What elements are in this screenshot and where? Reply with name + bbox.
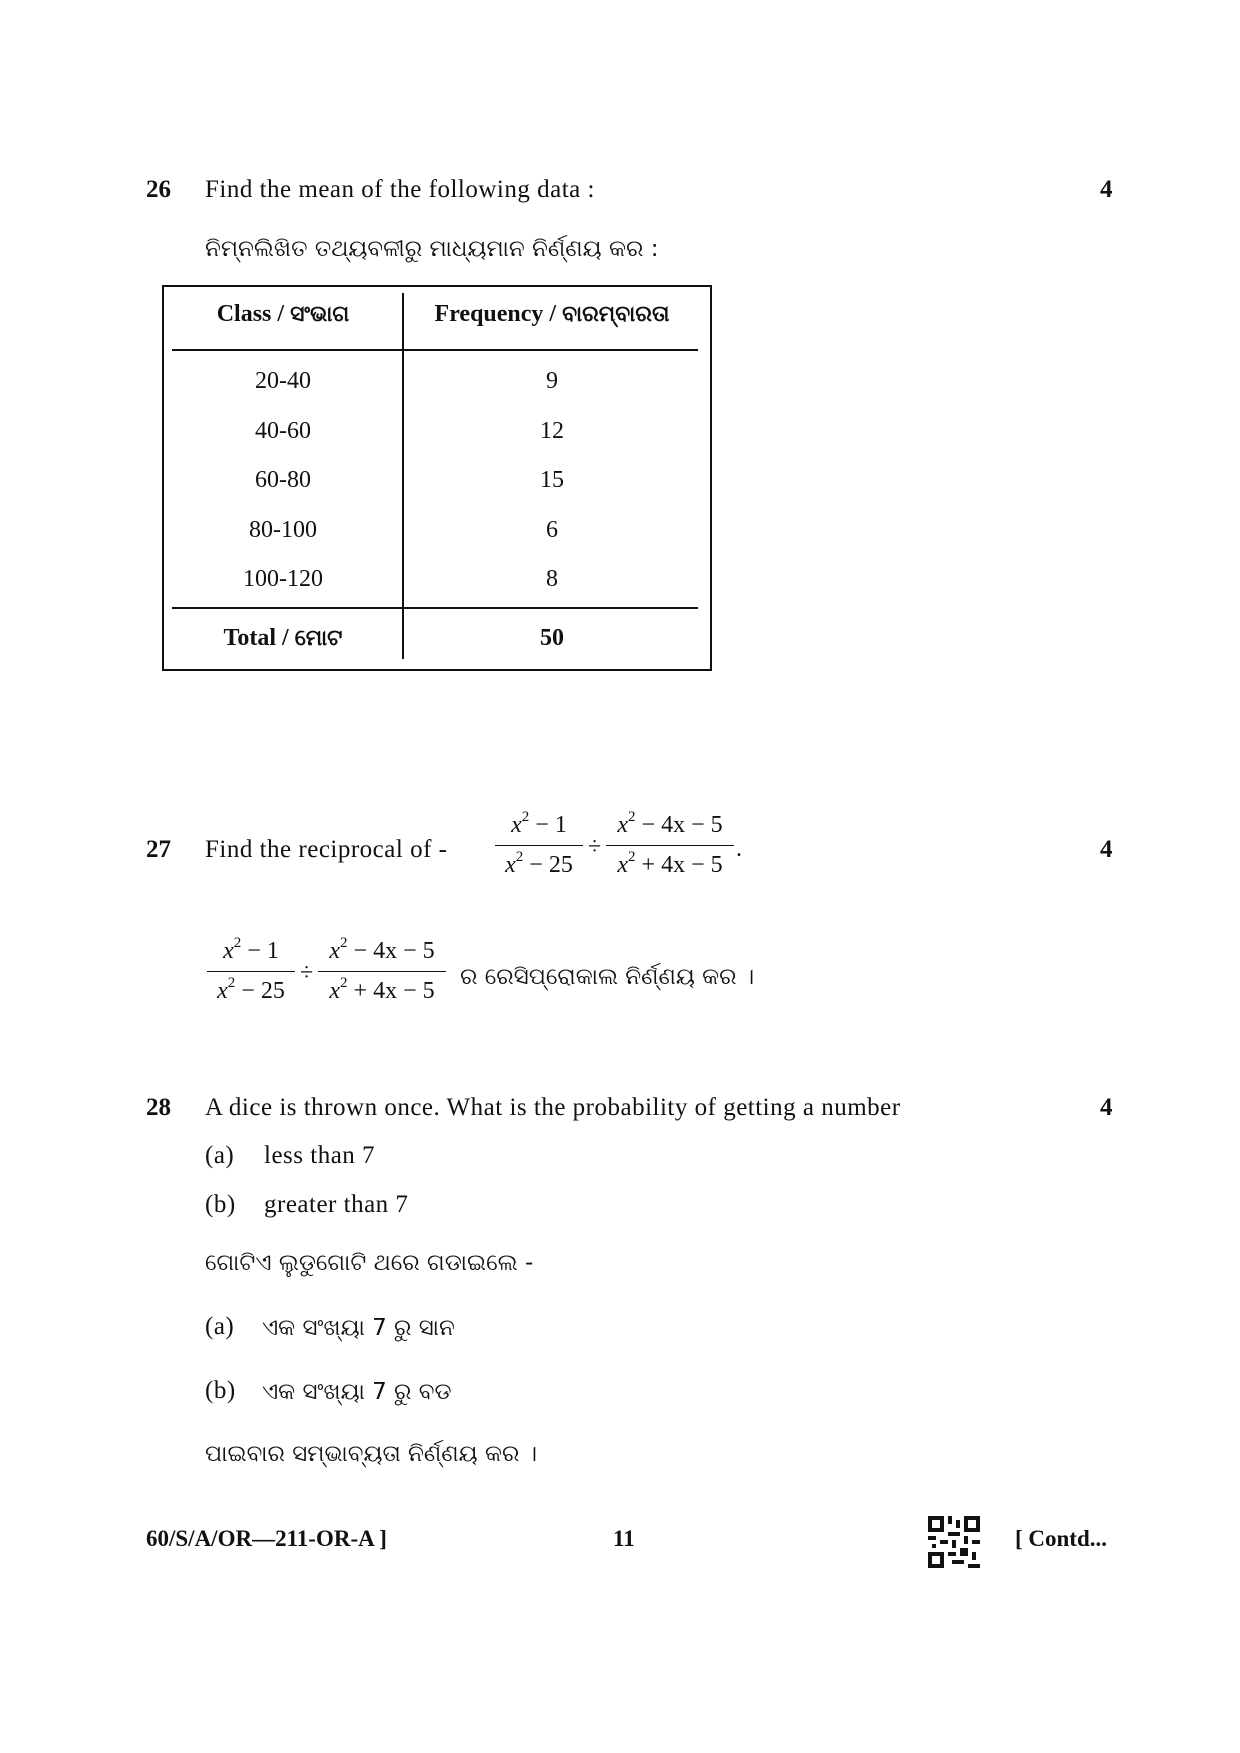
divide-sign: ÷	[300, 960, 314, 986]
var: x	[505, 852, 516, 878]
paper-code: 60/S/A/OR—211-OR-A ]	[146, 1526, 387, 1551]
frac1-den: − 25	[523, 852, 573, 878]
fraction-2	[606, 809, 734, 879]
period: .	[736, 836, 742, 862]
option-a-text: less than 7	[264, 1142, 376, 1169]
total-label-od: ମୋଟ	[294, 626, 343, 651]
frac1-num: − 1	[529, 812, 567, 838]
question-27-marks: 4	[1100, 836, 1113, 863]
table-row-class: 20-40	[255, 368, 311, 394]
frac2-num: − 4x − 5	[635, 812, 723, 838]
page-number: 11	[613, 1526, 635, 1551]
option-b-text: greater than 7	[264, 1191, 409, 1218]
fraction-2-odia	[318, 935, 446, 1005]
question-26-number: 26	[146, 176, 171, 203]
question-26-marks: 4	[1100, 176, 1113, 203]
exp: 2	[628, 849, 636, 865]
header-class-od: ସଂଭାଗ	[290, 302, 350, 327]
fraction-1-odia	[207, 935, 295, 1005]
exp: 2	[521, 809, 530, 825]
frequency-table	[162, 285, 712, 671]
header-frequency-od: ବାରମ୍ବାରତା	[562, 302, 670, 327]
table-header-class	[164, 301, 402, 328]
option-a-text-odia: ଏକ ସଂଖ୍ୟା 7 ରୁ ସାନ	[262, 1315, 455, 1341]
option-a-label: (a)	[205, 1142, 235, 1169]
fraction-1	[495, 809, 583, 879]
question-28-odia-intro: ଗୋଟିଏ ଲୁଡୁଗୋଟି ଥରେ ଗଡାଇଲେ -	[205, 1250, 534, 1276]
question-28-odia-end: ପାଇବାର ସମ୍ଭାବ୍ୟତା ନିର୍ଣ୍ଣୟ କର ।	[205, 1441, 538, 1467]
table-total-value: 50	[540, 625, 564, 651]
var: x	[223, 938, 234, 964]
exp: 2	[227, 975, 236, 991]
table-row-frequency: 6	[546, 517, 558, 543]
question-27-text-odia: ର ରେସିପ୍ରୋକାଲ ନିର୍ଣ୍ଣୟ କର ।	[460, 964, 755, 990]
question-26-text-odia: ନିମ୍ନଲିଖିତ ତଥ୍ୟବଳୀରୁ ମାଧ୍ୟମାନ ନିର୍ଣ୍ଣୟ କର :	[205, 236, 659, 262]
question-27-text: Find the reciprocal of -	[205, 836, 448, 863]
table-row-frequency: 8	[546, 566, 558, 592]
table-row-frequency: 15	[540, 467, 564, 493]
question-27-number: 27	[146, 836, 171, 863]
continued-label: [ Contd...	[1015, 1526, 1108, 1551]
exp: 2	[340, 975, 348, 991]
frac1-num: − 1	[241, 938, 279, 964]
frac1-den: − 25	[235, 978, 285, 1004]
table-total-label	[164, 625, 402, 652]
frac2-den: + 4x − 5	[347, 978, 435, 1004]
table-row-class: 100-120	[243, 566, 323, 592]
table-header-divider	[172, 349, 698, 351]
table-row-frequency: 9	[546, 368, 558, 394]
table-row-class: 60-80	[255, 467, 311, 493]
table-total-divider	[172, 607, 698, 609]
exp: 2	[233, 935, 242, 951]
question-26-text: Find the mean of the following data :	[205, 176, 595, 203]
frac2-den: + 4x − 5	[635, 852, 723, 878]
table-row-class: 80-100	[249, 517, 317, 543]
frac2-num: − 4x − 5	[347, 938, 435, 964]
divide-sign: ÷	[588, 834, 602, 860]
total-label-en: Total /	[223, 625, 289, 651]
var: x	[617, 812, 629, 838]
exp: 2	[515, 849, 524, 865]
var: x	[329, 938, 341, 964]
header-class-en: Class /	[216, 301, 285, 327]
option-b-label-odia: (b)	[205, 1377, 236, 1404]
table-row-frequency: 12	[540, 418, 564, 444]
question-28-text: A dice is thrown once. What is the probability of getting a number	[205, 1094, 901, 1121]
exp: 2	[340, 935, 348, 951]
question-28-number: 28	[146, 1094, 171, 1121]
table-row-class: 40-60	[255, 418, 311, 444]
table-header-frequency	[404, 301, 700, 328]
question-28-marks: 4	[1100, 1094, 1113, 1121]
var: x	[217, 978, 228, 1004]
option-b-label: (b)	[205, 1191, 236, 1218]
var: x	[511, 812, 522, 838]
header-frequency-en: Frequency /	[434, 301, 557, 327]
exp: 2	[628, 809, 636, 825]
option-a-label-odia: (a)	[205, 1313, 235, 1340]
var: x	[329, 978, 341, 1004]
option-b-text-odia: ଏକ ସଂଖ୍ୟା 7 ରୁ ବଡ	[262, 1379, 452, 1405]
var: x	[617, 852, 629, 878]
qr-code-icon	[928, 1516, 980, 1568]
